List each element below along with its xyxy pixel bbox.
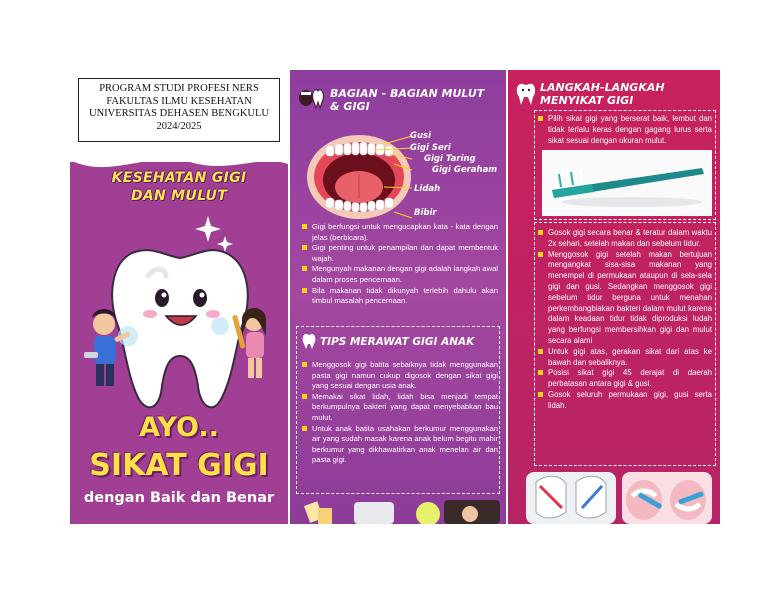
list-item: Gigi penting untuk penampilan dan dapat membentuk wajah. — [302, 243, 498, 264]
list-item: Gosok gigi secara benar & teratur dalam waktu 2x sehari, setelah makan dan sebelum tidur. — [538, 228, 712, 250]
list-item: Untuk anak batita usahakan berkumur menggunakan air yang sudah masak karena anak belum begitu mahir berkumur yang dikhawatirkan anak menelan air dan pasta gigi. — [302, 424, 498, 466]
brushing-technique-image-1 — [526, 472, 616, 524]
brushing-steps-panel — [508, 70, 720, 524]
step-first-list — [538, 114, 712, 146]
tooth-mouth-icon — [298, 86, 326, 110]
list-item: Bila makanan tidak dikunyah terlebih dahulu akan timbul masalah pencernaan. — [302, 286, 498, 307]
steps-list — [538, 228, 712, 412]
label-bibir: Bibir — [414, 208, 437, 218]
slogan-sikat-gigi: SIKAT GIGI — [89, 448, 269, 483]
label-gusi: Gusi — [410, 131, 432, 141]
label-gigi-seri: Gigi Seri — [410, 143, 451, 153]
list-item: Pilih sikat gigi yang berserat baik, lembut dan tidak terlalu keras dengan gagang lurus serta sikat sesuai dengan ukuran mulut. — [538, 114, 712, 146]
tips-title: TIPS MERAWAT GIGI ANAK — [320, 336, 475, 348]
list-item: Posisi sikat gigi 45 derajat di daerah perbatasan antara gigi & gusi. — [538, 368, 712, 390]
slogan-ayo: AYO.. — [139, 412, 219, 443]
list-item: Menggosok gigi setelah makan bertujuan mengangkat sisa-sisa makanan yang menempel di permukaan ataupun di sela-sela gigi dan gusi. Sedangkan menggosok gigi sebelum tidur berguna untuk menahan perkembangbiakan bakteri dalam mulut karena dalam keadaan tidur tidak diproduksi ludah yang berfungsi membersihkan gigi dan mulut secara alami — [538, 250, 712, 347]
tooth-icon — [302, 332, 316, 350]
mouth-parts-panel — [290, 70, 506, 524]
institution-header-box — [78, 78, 280, 142]
header-line-university: UNIVERSITAS DEHASEN BENGKULU — [89, 108, 269, 119]
label-gigi-geraham: Gigi Geraham — [432, 165, 498, 175]
tips-photo-strip — [294, 498, 502, 524]
tooth-icon — [516, 82, 536, 106]
steps-title-line2: MENYIKAT GIGI — [540, 94, 634, 107]
steps-title-line1: LANGKAH-LANGKAH — [540, 81, 665, 94]
label-lidah: Lidah — [414, 184, 441, 194]
header-line-faculty: FAKULTAS ILMU KESEHATAN — [106, 95, 252, 107]
mouth-function-list — [302, 222, 498, 307]
mouth-parts-title-line1: BAGIAN - BAGIAN MULUT — [330, 87, 485, 100]
list-item: Gigi berfungsi untuk mengucapkan kata - kata dengan jelas (berbicara). — [302, 222, 498, 243]
header-line-program: PROGRAM STUDI PROFESI NERS — [99, 83, 259, 94]
cover-panel — [70, 70, 288, 524]
list-item: Memakai sikat lidah, lidah bisa menjadi tempat berkumpulnya bakteri yang dapat menyebabkan bau mulut. — [302, 392, 498, 424]
mouth-parts-title-line2: & GIGI — [330, 100, 370, 113]
toothbrush-image — [542, 150, 712, 216]
cover-title-line1: KESEHATAN GIGI — [111, 170, 247, 186]
open-mouth-diagram — [304, 132, 414, 222]
slogan-subtitle: dengan Baik dan Benar — [83, 490, 275, 506]
label-gigi-taring: Gigi Taring — [424, 154, 476, 164]
list-item: Menggosok gigi batita sebaiknya tidak menggunakan pasta gigi namun cukup digosok dengan sikat gigi yang sesuai dengan usia anak. — [302, 360, 498, 392]
tips-list — [302, 360, 498, 466]
list-item: Gosok seluruh permukaan gigi, gusi serta lidah. — [538, 390, 712, 412]
smiling-tooth-illustration — [70, 206, 288, 416]
list-item: Untuk gigi atas, gerakan sikat dari atas ke bawah dan sebaliknya. — [538, 347, 712, 369]
brushing-technique-image-2 — [622, 472, 712, 524]
cover-title-line2: DAN MULUT — [130, 188, 228, 204]
list-item: Mengunyah makanan dengan gigi adalah langkah awal dalam proses pencernaan. — [302, 264, 498, 285]
header-line-year: 2024/2025 — [156, 120, 202, 132]
